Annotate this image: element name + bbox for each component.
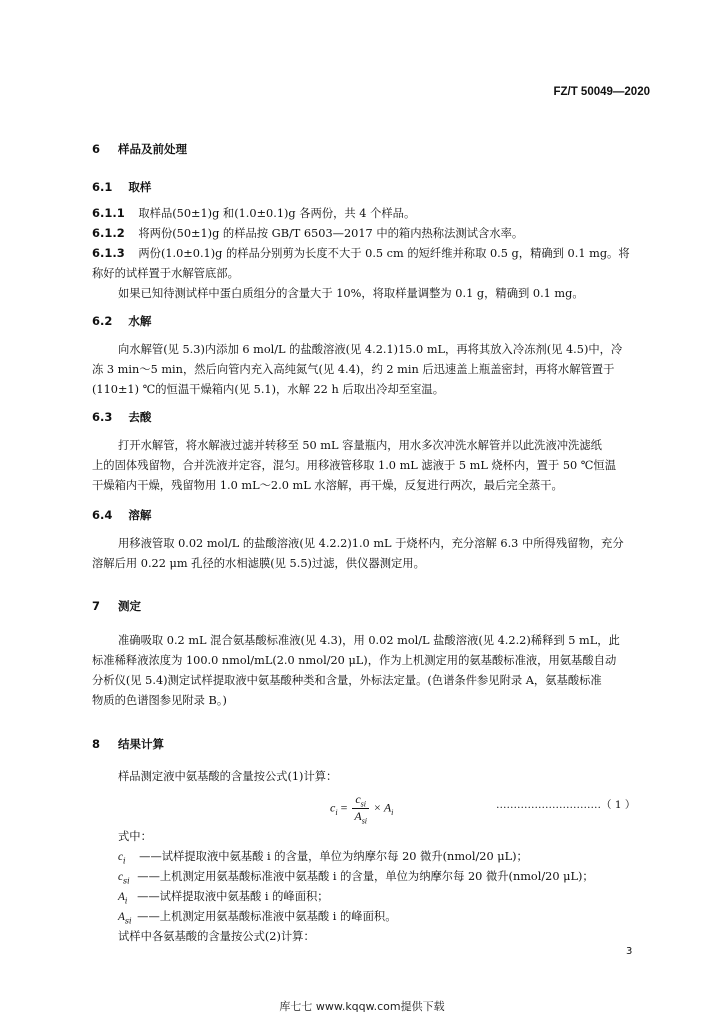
formula-fraction (352, 792, 369, 826)
formula-1-intro: 样品测定液中氨基酸的含量按公式(1)计算： (118, 770, 338, 783)
formula-1 (330, 792, 393, 826)
formula-lhs: c (330, 800, 336, 815)
def-symbol-sub: i (123, 856, 126, 866)
formula-rhs-sub: i (391, 808, 394, 818)
def-symbol-sub: si (123, 876, 130, 886)
formula-lhs-sub: i (335, 808, 338, 818)
measure-line-2: 标准稀释液浓度为 100.0 nmol/mL(2.0 nmol/20 μL)，作为上机测定用的氨基酸标准液，用氨基酸自动 (92, 654, 617, 667)
clause-text: 两份(1.0±0.1)g 的样品分别剪为长度不大于 0.5 cm 的短纤维并称取 0.5 g，精确到 0.1 mg。将 (138, 247, 630, 260)
clause-text: 取样品(50±1)g 和(1.0±0.1)g 各两份，共 4 个样品。 (138, 207, 416, 220)
dissolve-line-2: 溶解后用 0.22 μm 孔径的水相滤膜(见 5.5)过滤，供仪器测定用。 (92, 557, 425, 570)
hydrolysis-line-1: 向水解管(见 5.3)内添加 6 mol/L 的盐酸溶液(见 4.2.1)15.0 mL，再将其放入冷冻剂(见 4.5)中，冷 (118, 343, 623, 356)
measure-line-3: 分析仪(见 5.4)测定试样提取液中氨基酸种类和含量，外标法定量。(色谱条件参见附录 A，氨基酸标准 (92, 674, 602, 687)
section-8-heading (92, 736, 164, 752)
formula-where: 式中： (118, 830, 152, 843)
section-number: 6.3 (92, 410, 113, 424)
clause-6-1-3 (92, 244, 630, 263)
section-6-4-heading (92, 507, 151, 523)
numerator-symbol: c (355, 792, 361, 806)
section-6-1-heading (92, 179, 151, 195)
clause-number: 6.1.2 (92, 226, 125, 240)
formula-equals: = (340, 800, 348, 815)
def-symbol-sub: i (124, 896, 128, 906)
section-title: 溶解 (128, 508, 152, 522)
numerator-sub: si (360, 799, 367, 809)
def-symbol-sub: si (124, 916, 132, 926)
denominator-sub: si (361, 816, 368, 826)
section-6-3-heading (92, 409, 151, 425)
download-watermark: 库七七 www.kqqw.com提供下载 (279, 1000, 445, 1013)
section-number: 6.2 (92, 314, 113, 328)
def-text: ——上机测定用氨基酸标准液中氨基酸 i 的含量，单位为纳摩尔每 20 微升(nmol/20 μL)； (137, 870, 594, 883)
section-number: 7 (92, 599, 101, 613)
measure-line-4: 物质的色谱图参见附录 B。) (92, 694, 227, 707)
def-text: ——试样提取液中氨基酸 i 的含量，单位为纳摩尔每 20 微升(nmol/20 μL)； (139, 850, 528, 863)
def-symbol: A (118, 891, 125, 903)
section-number: 6.1 (92, 180, 113, 194)
section-6-2-heading (92, 313, 151, 329)
section-number: 6.4 (92, 508, 113, 522)
formula-1-number: …………………………（ 1 ） (496, 799, 636, 811)
section-title: 去酸 (128, 410, 152, 424)
formula-2-intro: 试样中各氨基酸的含量按公式(2)计算： (118, 930, 315, 943)
section-title: 水解 (128, 314, 152, 328)
clause-6-1-3-note: 如果已知待测试样中蛋白质组分的含量大于 10%，将取样量调整为 0.1 g，精确到 0.1 mg。 (118, 287, 584, 300)
def-text: ——上机测定用氨基酸标准液中氨基酸 i 的峰面积。 (137, 910, 397, 923)
denominator-symbol: A (354, 809, 362, 824)
deacid-line-3: 干燥箱内干燥，残留物用 1.0 mL～2.0 mL 水溶解，再干燥，反复进行两次，最后完全蒸干。 (92, 479, 563, 492)
section-title: 样品及前处理 (118, 142, 188, 156)
section-7-heading (92, 598, 141, 614)
hydrolysis-line-3: (110±1) ℃的恒温干燥箱内(见 5.1)，水解 22 h 后取出冷却至室温。 (92, 383, 444, 396)
clause-6-1-2 (92, 224, 523, 243)
def-symbol: A (118, 911, 125, 923)
def-symbol: c (118, 871, 124, 883)
formula-denominator (352, 809, 369, 825)
section-number: 6 (92, 142, 101, 156)
section-number: 8 (92, 737, 101, 751)
clause-6-1-3-cont: 称好的试样置于水解管底部。 (92, 267, 239, 280)
dissolve-line-1: 用移液管取 0.02 mol/L 的盐酸溶液(见 4.2.2)1.0 mL 于烧杯内，充分溶解 6.3 中所得残留物，充分 (118, 537, 624, 550)
def-symbol: c (118, 851, 124, 863)
section-6-heading (92, 141, 187, 157)
clause-number: 6.1.1 (92, 206, 125, 220)
formula-rhs: A (383, 800, 392, 815)
standard-number: FZ/T 50049—2020 (553, 86, 650, 98)
formula-numerator (352, 792, 369, 809)
section-title: 取样 (128, 180, 152, 194)
section-title: 测定 (118, 599, 142, 613)
clause-text: 将两份(50±1)g 的样品按 GB/T 6503—2017 中的箱内热称法测试含水率。 (138, 227, 524, 240)
clause-number: 6.1.3 (92, 246, 125, 260)
deacid-line-1: 打开水解管，将水解液过滤并转移至 50 mL 容量瓶内，用水多次冲洗水解管并以此洗液冲洗滤纸 (118, 439, 602, 452)
measure-line-1: 准确吸取 0.2 mL 混合氨基酸标准液(见 4.3)，用 0.02 mol/L 盐酸溶液(见 4.2.2)稀释到 5 mL，此 (118, 634, 620, 647)
deacid-line-2: 上的固体残留物，合并洗液并定容，混匀。用移液管移取 1.0 mL 滤液于 5 mL 烧杯内，置于 50 ℃恒温 (92, 459, 617, 472)
formula-times: × (374, 800, 381, 815)
clause-6-1-1 (92, 204, 415, 223)
def-text: ——试样提取液中氨基酸 i 的峰面积； (137, 890, 329, 903)
section-title: 结果计算 (118, 737, 165, 751)
page-number: 3 (626, 946, 633, 957)
hydrolysis-line-2: 冻 3 min～5 min，然后向管内充入高纯氮气(见 4.4)，约 2 min 后迅速盖上瓶盖密封，再将水解管置于 (92, 363, 615, 376)
